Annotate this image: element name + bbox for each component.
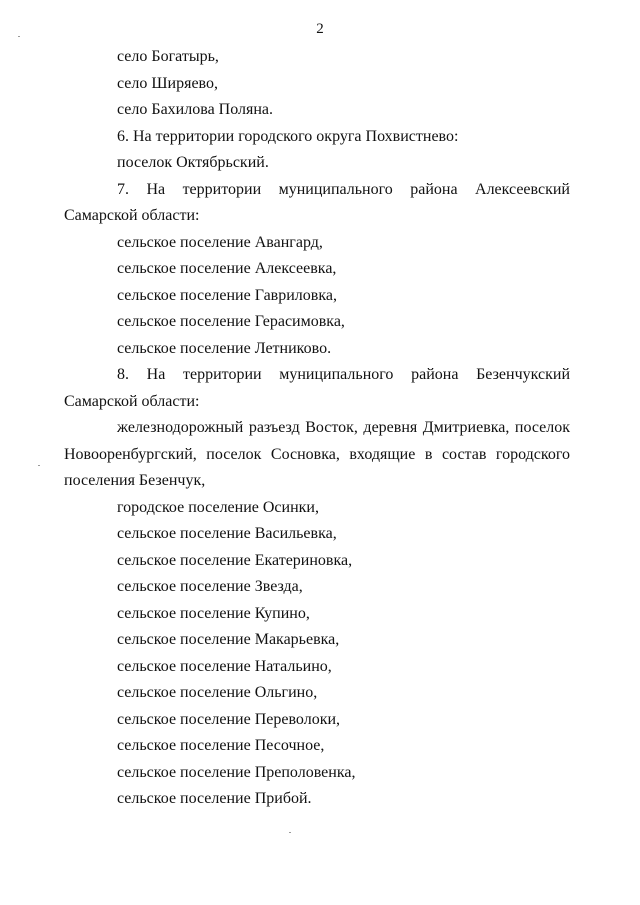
list-item: сельское поселение Алексеевка, [117,260,337,277]
list-item: поселок Октябрьский. [117,154,269,171]
list-item: сельское поселение Макарьевка, [117,631,340,648]
list-item: сельское поселение Васильевка, [117,525,337,542]
list-item: сельское поселение Екатериновка, [117,551,353,569]
scan-speck [38,465,40,466]
list-item: село Ширяево, [117,74,218,92]
list-item: сельское поселение Летниково. [117,339,332,357]
list-item: городское поселение Осинки, [117,498,319,516]
section-heading: 8. На территории муниципального района Безенчукский Самарской области: [64,366,570,410]
section-heading: 7. На территории муниципального района Алексеевский Самарской области: [64,180,570,224]
list-item: сельское поселение Преполовенка, [117,763,356,781]
scan-speck [18,36,20,37]
list-item: село Богатырь, [117,48,219,65]
list-item: сельское поселение Прибой. [117,790,312,807]
page-number: 2 [316,21,324,37]
list-item: село Бахилова Поляна. [117,101,274,118]
list-item: сельское поселение Гавриловка, [117,286,337,304]
list-item: сельское поселение Ольгино, [117,684,318,701]
list-item: сельское поселение Герасимовка, [117,313,345,330]
list-item: сельское поселение Купино, [117,604,310,622]
scan-speck [289,832,291,833]
list-item: сельское поселение Переволоки, [117,710,341,728]
section-intro-paragraph: железнодорожный разъезд Восток, деревня Дмитриевка, поселок Новооренбургский, поселок Сосновка, входящие в состав городского поселения Безенчук, [64,419,570,489]
list-item: сельское поселение Авангард, [117,233,323,251]
section-heading: 6. На территории городского округа Похвистнево: [117,127,459,145]
list-item: сельское поселение Звезда, [117,578,303,595]
list-item: сельское поселение Натальино, [117,657,332,675]
list-item: сельское поселение Песочное, [117,737,325,754]
document-body [64,44,570,813]
